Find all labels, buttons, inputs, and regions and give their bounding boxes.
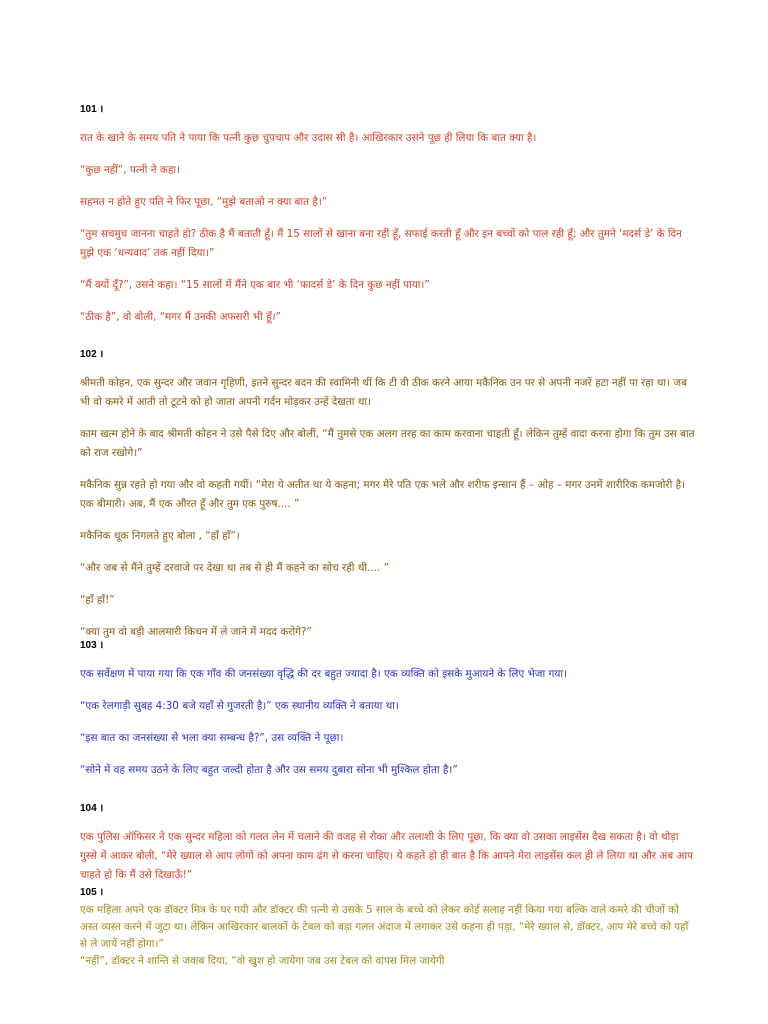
paragraph: “इस बात का जनसंख्या से भला क्या सम्बन्ध है?”, उस व्यक्ति ने पूछा। [80, 732, 344, 744]
paragraph: मकैनिक सुन्न रहते हो गया और वो कहती गयीं। “मेरा ये अतीत था ये कहना; मगर मेरे पति एक भले और शरीफ इन्सान हैं – ओह – मगर उनमें शारीरिक कमजोरी है। एक बीमारी। अब, मैं एक औरत हूँ और तुम एक पुरुष.... ” [80, 479, 686, 510]
paragraph: “सोने में वह समय उठने के लिए बहुत जल्दी होता है और उस समय दुबारा सोना भी मुश्किल होता है।” [80, 764, 458, 776]
paragraph: एक सर्वेक्षण में पाया गया कि एक गाँव की जनसंख्या वृद्धि की दर बहुत ज्यादा है। एक व्यक्ति को इसके मुआयने के लिए भेजा गया। [80, 668, 568, 680]
joke-section-102 [80, 346, 695, 655]
joke-section-103 [80, 637, 695, 793]
paragraph: “और जब से मैंने तुम्हें दरवाजे पर देखा था तब से ही मैं कहने का सोच रही थी.... ” [80, 562, 390, 574]
section-number: 101 । [80, 104, 104, 115]
paragraph: मकैनिक थूक निगलते हुए बोला , “हाँ हाँ”। [80, 530, 240, 542]
paragraph: एक महिला अपने एक डॉक्टर मित्र के घर गयी और डॉक्टर की पत्नी से उसके 5 साल के बच्चे को लेकर कोई सलाह नहीं किया गया बल्कि वाले कमरे की चीजों को अस्त व्यस्त करने में जुटा था। लेकिन आखिरकार बालकों के टेबल को बड़ा गलत अंदाज में लगाकर उसे कहना ही पड़ा, “मेरे ख्याल से, डॉक्टर, आप मेरे बच्चे को यहाँ से ले जायें नहीं होगा।” [80, 904, 689, 950]
paragraph: रात के खाने के समय पति ने पाया कि पत्नी कुछ चुपचाप और उदास सी है। आखिरकार उसने पूछ ही लिया कि बात क्या है। [80, 132, 537, 144]
paragraph: “हाँ हाँ!” [80, 594, 115, 606]
paragraph: सहमत न होते हुए पति ने फिर पूछा, “मुझे बताओ न क्या बात है।” [80, 196, 328, 208]
paragraph: “ठीक है”, वो बोली, “मगर मैं उनकी अफसरी भी हूँ।” [80, 311, 281, 323]
paragraph: श्रीमती कोहन, एक सुन्दर और जवान गृहिणी, इतने सुन्दर बदन की स्वामिनी थीं कि टी वी ठीक करने आया मकैनिक उन पर से अपनी नजरें हटा नहीं पा रहा था। जब भी वो कमरे में आती तो टूटने को हो जाता अपनी गर्दन मोड़कर उन्हें देखता था। [80, 377, 688, 408]
paragraph: एक पुलिस ऑफिसर ने एक सुन्दर महिला को गलत लेन में चलाने की वजह से रोका और तलाशी के लिए पूछा, कि क्या वो उसका लाइसेंस देख सकता है। वो थोड़ा गुस्से में आकर बोली, “मेरे ख्याल से आप लोगों को अपना काम ढंग से करना चाहिए। ये कहते हो ही बात है कि आपने मेरा लाइसेंस कल ही ले लिया था और अब आप चाहते हो कि मैं उसे दिखाऊँ!” [80, 831, 693, 881]
paragraph: “एक रेलगाड़ी सुबह 4:30 बजे यहाँ से गुजरती है।” एक स्थानीय व्यक्ति ने बताया था। [80, 700, 399, 712]
section-number: 105 । [80, 887, 104, 898]
paragraph: “मैं क्यों दूँ?”, उसने कहा। “15 सालों में मैंने एक बार भी ‘फादर्स डे’ के दिन कुछ नहीं पाया।” [80, 279, 430, 291]
paragraph: “क्या तुम वो बड़ी आलमारी किचन में ले जाने में मदद करोगे?” [80, 626, 312, 638]
section-number: 102 । [80, 349, 104, 360]
paragraph: “कुछ नहीं”, पत्नी ने कहा। [80, 164, 180, 176]
joke-section-101 [80, 101, 695, 340]
paragraph: काम खत्म होने के बाद श्रीमती कोहन ने उसे पैसे दिए और बोलीं, “मैं तुमसे एक अलग तरह का काम करवाना चाहती हूँ। लेकिन तुम्हें वादा करना होगा कि तुम उस बात को राज रखोगे।” [80, 428, 695, 459]
section-number: 104 । [80, 803, 104, 814]
paragraph: “नहीं”, डॉक्टर ने शान्ति से जवाब दिया, “वो खुश हो जायेगा जब उस टेबल को वापस मिल जायेगी [80, 955, 445, 967]
paragraph: “तुम सचमुच जानना चाहते हो? ठीक है मैं बताती हूँ। मैं 15 सालों से खाना बना रही हूँ, सफाई करती हूँ और इन बच्चों को पाल रही हूँ; और तुमने ‘मदर्स डे’ के दिन मुझे एक ‘धन्यवाद’ तक नहीं दिया।” [80, 228, 682, 259]
joke-section-105 [80, 884, 695, 970]
section-number: 103 । [80, 640, 104, 651]
